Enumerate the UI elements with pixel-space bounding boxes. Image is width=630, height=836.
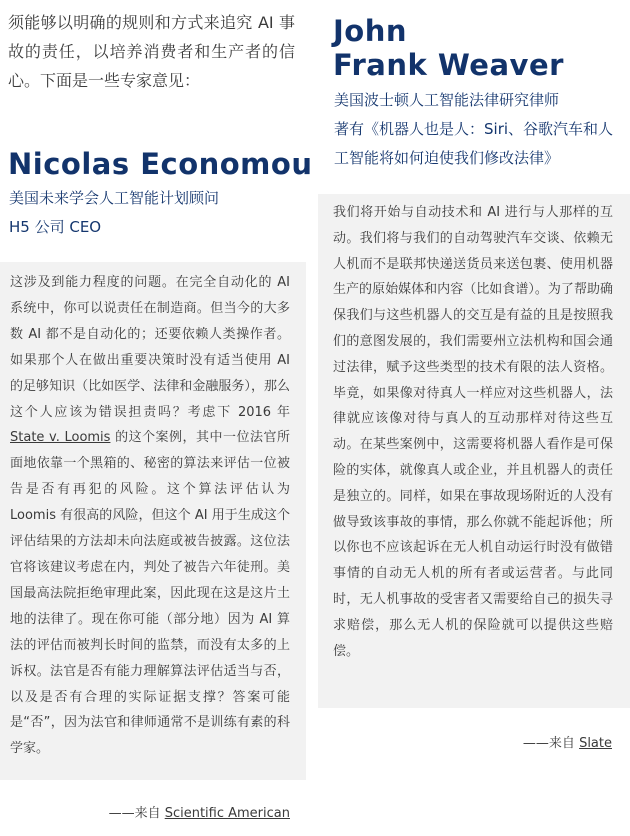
expert-name-weaver <box>333 14 593 82</box>
quote-text-part: 的这个案例，其中一位法官所面地依靠一个黑箱的、秘密的算法来评估一位被告是否有再犯的风险。这个算法评估认为 Loomis 有很高的风险，但这个 AI 用于生成这个评估结果的方法却未向法庭或被告披露。这位法官将该建议考虑在内，判处了被告六年徒刑。美国最高法院拒绝审理此案，因此现在这是这片土地的法律了。现在你可能（部分地）因为 AI 算法的评估而被判长时间的监禁，而没有太多的上诉权。法官是否有能力理解算法评估适当与否，以及是否有合理的实际证据支撑？答案可能是“否”，因为法官和律师通常不是训练有素的科学家。 <box>10 430 290 757</box>
source-link-scientific-american[interactable]: Scientific American <box>164 806 290 821</box>
source-weaver <box>470 733 612 755</box>
expert-name-line: Frank Weaver <box>333 48 564 82</box>
source-link-slate[interactable]: Slate <box>579 736 612 751</box>
intro-paragraph: 须能够以明确的规则和方式来追究 AI 事故的责任，以培养消费者和生产者的信心。下面是一些专家意见： <box>8 13 295 90</box>
source-prefix: ——来自 <box>522 736 580 751</box>
expert-title-line: 著有《机器人也是人：Siri、谷歌汽车和人工智能将如何迫使我们修改法律》 <box>334 120 614 167</box>
expert-title-economou <box>9 184 299 242</box>
quote-text-part: 这涉及到能力程度的问题。在完全自动化的 AI 系统中，你可以说责任在制造商。但当今的大多数 AI 都不是自动化的；还要依赖人类操作者。如果那个人在做出重要决策时没有适当使用 AI 的足够知识（比如医学、法律和金融服务），那么这个人应该为错误担责吗？考虑下 2016 年 <box>10 275 290 420</box>
expert-name-line: John <box>333 14 408 48</box>
source-economou <box>108 803 290 825</box>
expert-title-line: H5 公司 CEO <box>9 218 102 236</box>
case-link-state-v-loomis[interactable]: State v. Loomis <box>10 430 111 446</box>
expert-title-line: 美国波士顿人工智能法律研究律师 <box>334 91 560 109</box>
expert-name-economou: Nicolas Economou <box>8 147 313 181</box>
quote-text-economou <box>10 270 290 762</box>
expert-title-weaver <box>334 86 619 173</box>
source-prefix: ——来自 <box>108 806 165 821</box>
expert-title-line: 美国未来学会人工智能计划顾问 <box>9 189 220 207</box>
quote-text-weaver: 我们将开始与自动技术和 AI 进行与人那样的互动。我们将与我们的自动驾驶汽车交谈、依赖无人机而不是联邦快递送货员来送包裹、使用机器生产的原始媒体和内容（比如食谱）。为了帮助确保我们与这些机器人的交互是有益的且是按照我们的意图发展的，我们需要州立法机构和国会通过法律，赋予这些类型的技术有限的法人资格。毕竟，如果像对待真人一样应对这些机器人，法律就应该像对待与真人的互动那样对待这些互动。在某些案例中，这需要将机器人看作是可保险的实体，就像真人或企业，并且机器人的责任是独立的。同样，如果在事故现场附近的人没有做导致该事故的事情，那么你就不能起诉他；所以你也不应该起诉在无人机自动运行时没有做错事情的自动无人机的所有者或运营者。与此同时，无人机事故的受害者又需要给自己的损失寻求赔偿，那么无人机的保险就可以提供这些赔偿。 <box>333 205 613 659</box>
